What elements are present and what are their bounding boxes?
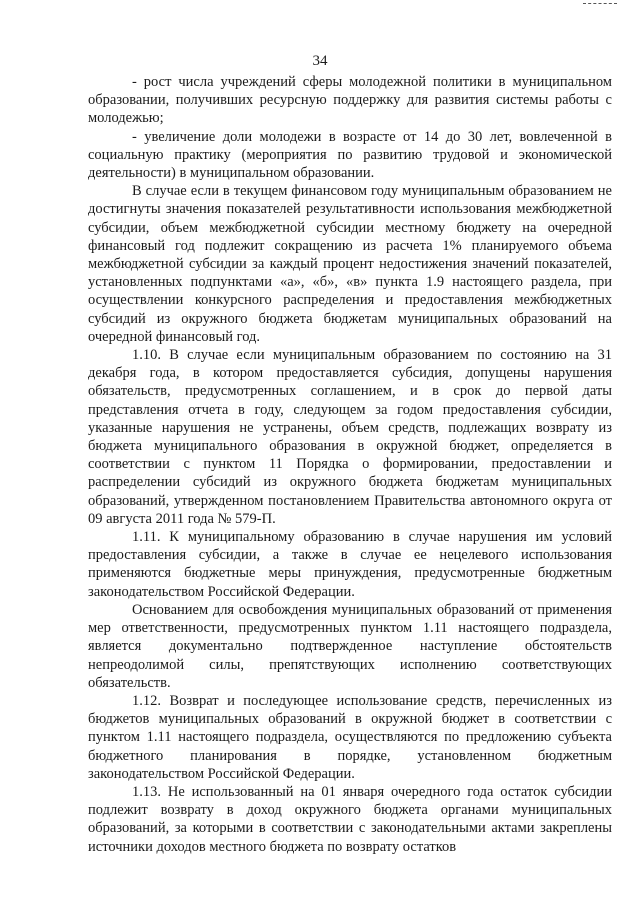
document-body [88,73,612,856]
paragraph-bullet-institutions: - рост числа учреждений сферы молодежной политики в муниципальном образовании, получивших ресурсную поддержку для развития системы работы с молодежью; [88,74,612,127]
paragraph-clause-1-12: 1.12. Возврат и последующее использование средств, перечисленных из бюджетов муниципальных образований в окружной бюджет в соответствии с пунктом 1.11 настоящего подраздела, осуществляются по предложению субъекта бюджетного планирования в порядке, установленном бюджетным законодательством Российской Федерации. [88,692,612,782]
paragraph-clause-1-13: 1.13. Не использованный на 01 января очередного года остаток субсидии подлежит возврату в доход окружного бюджета органами муниципальных образований, за которыми в соответствии с законодательными актами закреплены источники доходов местного бюджета по возврату остатков [88,783,612,855]
paragraph-clause-1-11: 1.11. К муниципальному образованию в случае нарушения им условий предоставления субсидии, а также в случае ее нецелевого использования применяются бюджетные меры принуждения, предусмотренные бюджетным законодательством Российской Федерации. [88,529,612,600]
page-number: 34 [312,53,328,69]
paragraph-clause-1-10: 1.10. В случае если муниципальным образованием по состоянию на 31 декабря года, в котором предоставляется субсидия, допущены нарушения обязательств, предусмотренных соглашением, и в срок до первой даты представления отчета в году, следующем за годом предоставления субсидии, указанные нарушения не устранены, объем средств, подлежащих возврату из бюджета муниципального образования в окружной бюджет, определяется в соответствии с пунктом 11 Порядка о формировании, предоставлении и распределении субсидий из окружного бюджета бюджетам муниципальных образований, утвержденном постановлением Правительства автономного округа от 09 августа 2011 года № 579-П. [88,347,612,527]
paragraph-subsidy-reduction: В случае если в текущем финансовом году муниципальным образованием не достигнуты значения показателей результативности использования межбюджетной субсидии, объем межбюджетной субсидии местному бюджету на очередной финансовый год подлежит сокращению из расчета 1% планируемого объема межбюджетной субсидии за каждый процент недостижения значений показателей, установленных подпунктами «а», «б», «в» пункта 1.9 настоящего раздела, при осуществлении конкурсного распределения и предоставления межбюджетных субсидий из окружного бюджета бюджетам муниципальных образований на очередной финансовый год. [88,183,612,345]
paragraph-exemption-grounds: Основанием для освобождения муниципальных образований от применения мер ответственности, предусмотренных пунктом 1.11 настоящего подраздела, является документально подтвержденное наступление обстоятельств непреодолимой силы, препятствующих исполнению соответствующих обязательств. [88,601,612,691]
corner-mark [583,3,617,4]
paragraph-bullet-youth-share: - увеличение доли молодежи в возрасте от 14 до 30 лет, вовлеченной в социальную практику (мероприятия по развитию трудовой и экономической деятельности) в муниципальном образовании. [88,128,612,182]
